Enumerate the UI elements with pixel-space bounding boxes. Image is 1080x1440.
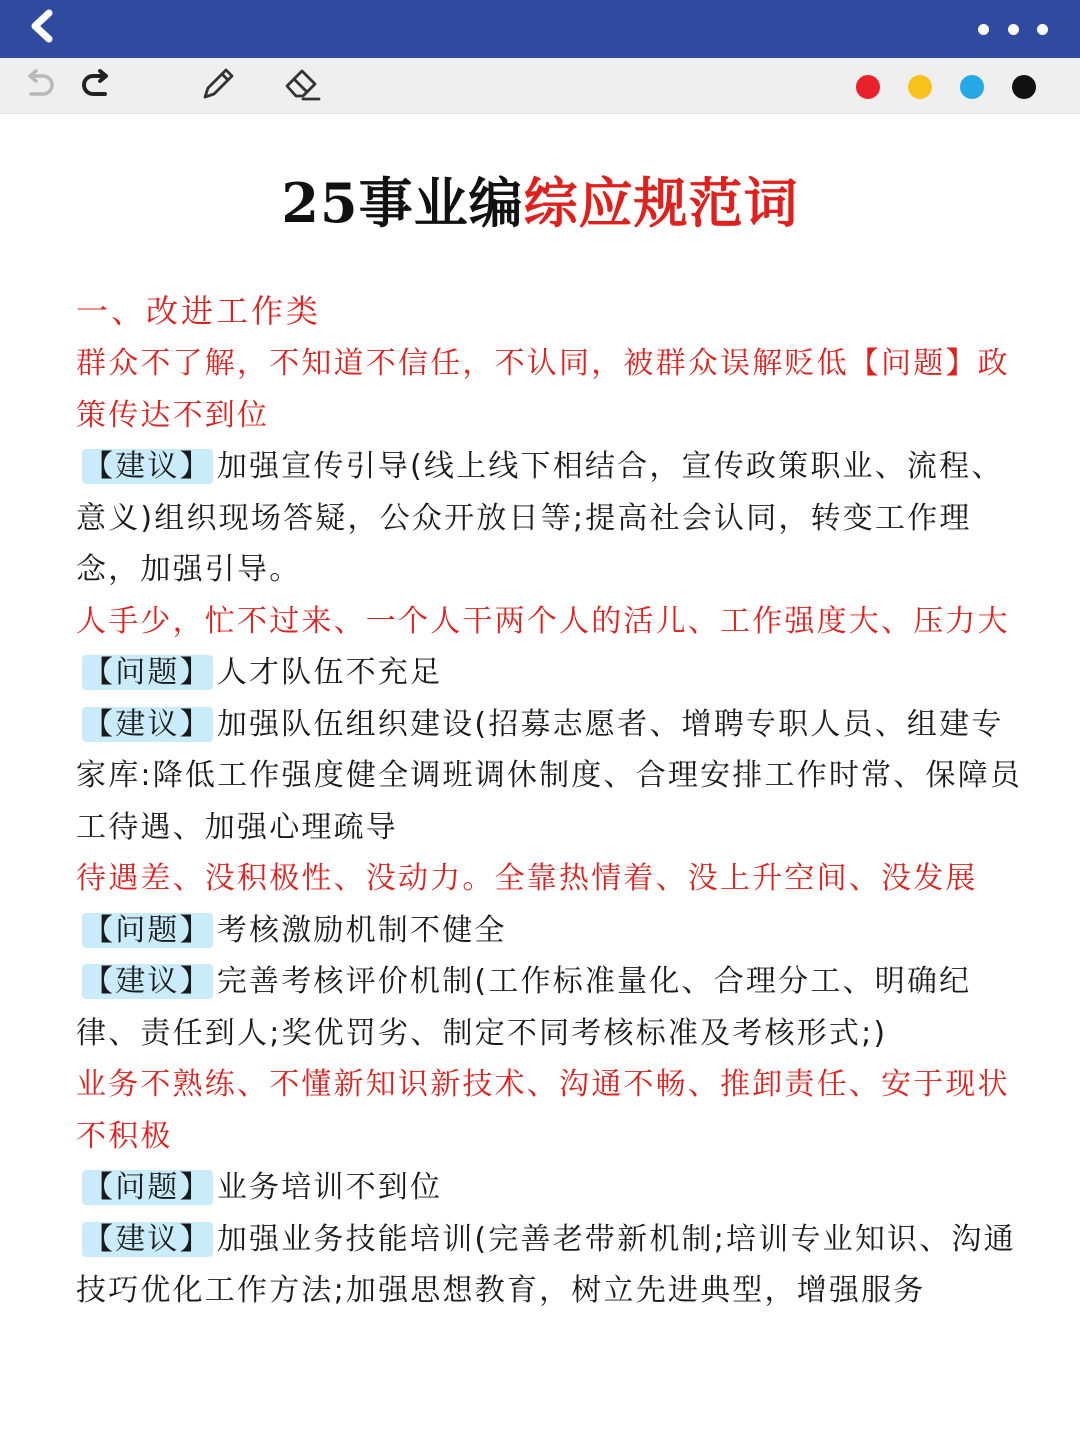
problem-description: 待遇差、没积极性、没动力。全靠热情着、没上升空间、没发展: [76, 861, 978, 896]
undo-icon: [23, 69, 57, 103]
suggestion-item: [76, 699, 1028, 854]
problem-tag: 【问题】: [83, 655, 212, 690]
more-dot: [978, 24, 989, 35]
item-text: 加强宣传引导(线上线下相结合，宣传政策职业、流程、意义)组织现场答疑，公众开放日等;提高社会认同，转变工作理念，加强引导。: [76, 449, 1004, 587]
problem-item: [76, 1162, 1028, 1214]
chevron-left-icon: [27, 9, 57, 47]
eraser-tool[interactable]: [282, 66, 322, 106]
color-black-swatch[interactable]: [1012, 75, 1036, 99]
problem-item: [76, 905, 1028, 957]
color-red-swatch[interactable]: [856, 75, 880, 99]
color-blue-swatch[interactable]: [960, 75, 984, 99]
suggestion-item: [76, 441, 1028, 596]
suggestion-tag: 【建议】: [83, 964, 212, 999]
pencil-icon: [198, 64, 238, 108]
redo-button[interactable]: [76, 66, 116, 106]
suggestion-tag: 【建议】: [83, 706, 212, 742]
problem-tag: 【问题】: [83, 1170, 212, 1205]
page-title: [0, 168, 1080, 238]
item-text: 业务培训不到位: [216, 1170, 443, 1205]
more-button[interactable]: [978, 14, 1048, 44]
item-text: 考核激励机制不健全: [216, 912, 507, 948]
color-yellow-swatch[interactable]: [908, 75, 932, 99]
redo-icon: [79, 69, 113, 103]
suggestion-item: [76, 956, 1028, 1059]
problem-description: 群众不了解，不知道不信任，不认同，被群众误解贬低【问题】政策传达不到位: [76, 346, 1010, 433]
item-text: 人才队伍不充足: [216, 655, 443, 690]
title-part-red: 综应规范词: [523, 171, 799, 235]
item-text: 加强业务技能培训(完善老带新机制;培训专业知识、沟通技巧优化工作方法;加强思想教育，树立先进典型，增强服务: [76, 1221, 1016, 1308]
eraser-icon: [282, 64, 322, 108]
suggestion-tag: 【建议】: [83, 1221, 212, 1257]
top-nav-bar: [0, 0, 1080, 58]
back-button[interactable]: [20, 8, 64, 48]
more-dot: [1008, 24, 1019, 35]
section-heading: 一、改进工作类: [76, 292, 322, 330]
problem-description: 人手少，忙不过来、一个人干两个人的活儿、工作强度大、压力大: [76, 603, 1010, 639]
problem-description: 业务不熟练、不懂新知识新技术、沟通不畅、推卸责任、安于现状不积极: [76, 1067, 1010, 1154]
more-dot: [1037, 24, 1048, 35]
item-text: 加强队伍组织建设(招募志愿者、增聘专职人员、组建专家库:降低工作强度健全调班调休制度、合理安排工作时常、保障员工待遇、加强心理疏导: [76, 706, 1023, 845]
note-content: [76, 284, 1028, 1317]
suggestion-tag: 【建议】: [83, 449, 212, 484]
suggestion-item: [76, 1214, 1028, 1317]
content-blocks: [76, 338, 1028, 1317]
title-part-black: 25事业编: [281, 171, 524, 235]
problem-tag: 【问题】: [83, 912, 212, 948]
problem-item: [76, 647, 1028, 699]
pencil-tool[interactable]: [198, 66, 238, 106]
undo-button[interactable]: [20, 66, 60, 106]
item-text: 完善考核评价机制(工作标准量化、合理分工、明确纪律、责任到人;奖优罚劣、制定不同考核标准及考核形式;): [76, 964, 972, 1051]
